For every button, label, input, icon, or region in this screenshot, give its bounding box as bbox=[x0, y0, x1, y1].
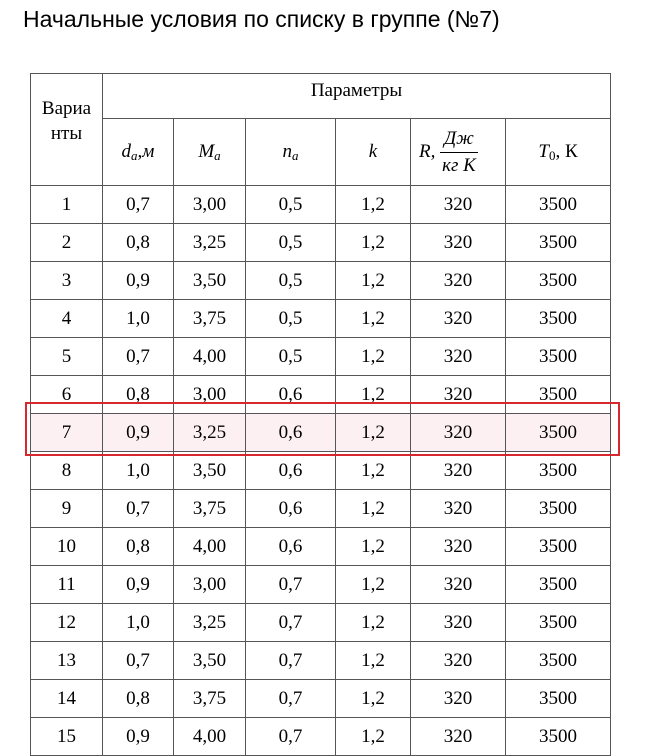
cell-variant: 11 bbox=[31, 566, 103, 604]
cell-R: 320 bbox=[411, 300, 506, 338]
table-row bbox=[31, 376, 611, 414]
table-header-row-1 bbox=[31, 74, 611, 119]
header-parameters: Параметры bbox=[103, 74, 611, 119]
table-row bbox=[31, 452, 611, 490]
cell-k: 1,2 bbox=[336, 604, 411, 642]
table-row bbox=[31, 186, 611, 224]
cell-M: 3,50 bbox=[174, 262, 246, 300]
cell-n: 0,7 bbox=[246, 718, 336, 756]
cell-d: 0,8 bbox=[103, 528, 174, 566]
table-row bbox=[31, 718, 611, 756]
cell-n: 0,5 bbox=[246, 186, 336, 224]
cell-n: 0,5 bbox=[246, 338, 336, 376]
cell-variant: 13 bbox=[31, 642, 103, 680]
cell-R: 320 bbox=[411, 528, 506, 566]
header-k bbox=[336, 119, 411, 186]
cell-variant: 1 bbox=[31, 186, 103, 224]
table-row bbox=[31, 338, 611, 376]
table-row bbox=[31, 642, 611, 680]
table-row bbox=[31, 414, 611, 452]
cell-k: 1,2 bbox=[336, 300, 411, 338]
cell-n: 0,6 bbox=[246, 490, 336, 528]
parameters-table bbox=[30, 73, 611, 756]
header-T bbox=[506, 119, 611, 186]
header-n-sub: a bbox=[292, 147, 299, 163]
cell-R: 320 bbox=[411, 680, 506, 718]
cell-d: 0,7 bbox=[103, 490, 174, 528]
cell-T: 3500 bbox=[506, 262, 611, 300]
cell-variant: 6 bbox=[31, 376, 103, 414]
cell-k: 1,2 bbox=[336, 566, 411, 604]
header-n bbox=[246, 119, 336, 186]
cell-variant: 15 bbox=[31, 718, 103, 756]
table-body bbox=[31, 186, 611, 756]
cell-k: 1,2 bbox=[336, 642, 411, 680]
cell-n: 0,5 bbox=[246, 224, 336, 262]
cell-n: 0,7 bbox=[246, 604, 336, 642]
cell-R: 320 bbox=[411, 376, 506, 414]
cell-n: 0,5 bbox=[246, 262, 336, 300]
cell-d: 1,0 bbox=[103, 452, 174, 490]
cell-R: 320 bbox=[411, 262, 506, 300]
cell-R: 320 bbox=[411, 414, 506, 452]
cell-M: 3,50 bbox=[174, 642, 246, 680]
cell-d: 0,9 bbox=[103, 566, 174, 604]
header-d bbox=[103, 119, 174, 186]
cell-k: 1,2 bbox=[336, 718, 411, 756]
cell-T: 3500 bbox=[506, 338, 611, 376]
cell-R: 320 bbox=[411, 566, 506, 604]
cell-R: 320 bbox=[411, 452, 506, 490]
cell-n: 0,6 bbox=[246, 376, 336, 414]
cell-d: 0,7 bbox=[103, 338, 174, 376]
cell-n: 0,7 bbox=[246, 566, 336, 604]
table-row bbox=[31, 604, 611, 642]
header-variants-line2: нты bbox=[50, 123, 83, 144]
cell-variant: 2 bbox=[31, 224, 103, 262]
cell-d: 1,0 bbox=[103, 300, 174, 338]
cell-variant: 10 bbox=[31, 528, 103, 566]
header-M bbox=[174, 119, 246, 186]
cell-variant: 14 bbox=[31, 680, 103, 718]
cell-k: 1,2 bbox=[336, 338, 411, 376]
header-M-main: M bbox=[198, 140, 215, 162]
cell-d: 0,9 bbox=[103, 262, 174, 300]
cell-M: 3,25 bbox=[174, 604, 246, 642]
cell-M: 3,00 bbox=[174, 186, 246, 224]
table-row bbox=[31, 680, 611, 718]
header-variants bbox=[31, 74, 103, 186]
cell-k: 1,2 bbox=[336, 452, 411, 490]
table-row bbox=[31, 528, 611, 566]
cell-variant: 9 bbox=[31, 490, 103, 528]
cell-k: 1,2 bbox=[336, 262, 411, 300]
cell-T: 3500 bbox=[506, 186, 611, 224]
cell-R: 320 bbox=[411, 490, 506, 528]
cell-T: 3500 bbox=[506, 376, 611, 414]
cell-k: 1,2 bbox=[336, 224, 411, 262]
cell-M: 4,00 bbox=[174, 718, 246, 756]
header-d-sub: a bbox=[131, 147, 138, 163]
cell-M: 3,75 bbox=[174, 300, 246, 338]
cell-d: 0,9 bbox=[103, 718, 174, 756]
cell-T: 3500 bbox=[506, 452, 611, 490]
header-R-main: R, bbox=[419, 140, 436, 162]
header-T-main: T bbox=[538, 140, 549, 162]
cell-M: 3,00 bbox=[174, 376, 246, 414]
cell-k: 1,2 bbox=[336, 490, 411, 528]
cell-T: 3500 bbox=[506, 528, 611, 566]
header-n-main: n bbox=[282, 140, 292, 162]
cell-d: 0,8 bbox=[103, 224, 174, 262]
cell-variant: 12 bbox=[31, 604, 103, 642]
cell-M: 3,00 bbox=[174, 566, 246, 604]
cell-T: 3500 bbox=[506, 566, 611, 604]
cell-d: 0,9 bbox=[103, 414, 174, 452]
cell-M: 3,75 bbox=[174, 680, 246, 718]
parameters-table-container bbox=[30, 73, 610, 747]
cell-T: 3500 bbox=[506, 414, 611, 452]
cell-d: 0,8 bbox=[103, 680, 174, 718]
header-T-sub: 0 bbox=[548, 147, 556, 163]
table-row bbox=[31, 490, 611, 528]
cell-variant: 3 bbox=[31, 262, 103, 300]
header-T-unit: , К bbox=[555, 140, 578, 162]
header-d-main: d bbox=[121, 140, 132, 162]
cell-M: 4,00 bbox=[174, 528, 246, 566]
cell-k: 1,2 bbox=[336, 414, 411, 452]
cell-M: 3,25 bbox=[174, 224, 246, 262]
table-row bbox=[31, 300, 611, 338]
cell-T: 3500 bbox=[506, 680, 611, 718]
header-M-sub: a bbox=[214, 147, 221, 163]
header-R bbox=[411, 119, 506, 186]
cell-k: 1,2 bbox=[336, 528, 411, 566]
cell-d: 0,7 bbox=[103, 186, 174, 224]
cell-variant: 8 bbox=[31, 452, 103, 490]
cell-T: 3500 bbox=[506, 490, 611, 528]
cell-M: 3,75 bbox=[174, 490, 246, 528]
cell-n: 0,5 bbox=[246, 300, 336, 338]
table-row bbox=[31, 262, 611, 300]
cell-R: 320 bbox=[411, 224, 506, 262]
cell-R: 320 bbox=[411, 186, 506, 224]
cell-T: 3500 bbox=[506, 224, 611, 262]
cell-n: 0,7 bbox=[246, 680, 336, 718]
cell-T: 3500 bbox=[506, 300, 611, 338]
table-header-row-2 bbox=[31, 119, 611, 186]
header-R-numerator: Дж bbox=[440, 126, 478, 153]
cell-R: 320 bbox=[411, 642, 506, 680]
table-row bbox=[31, 566, 611, 604]
cell-R: 320 bbox=[411, 718, 506, 756]
page-title: Начальные условия по списку в группе (№7) bbox=[23, 6, 500, 32]
cell-T: 3500 bbox=[506, 604, 611, 642]
cell-k: 1,2 bbox=[336, 376, 411, 414]
cell-n: 0,6 bbox=[246, 414, 336, 452]
cell-R: 320 bbox=[411, 338, 506, 376]
cell-k: 1,2 bbox=[336, 186, 411, 224]
header-k-main: k bbox=[368, 141, 378, 162]
cell-variant: 7 bbox=[31, 414, 103, 452]
header-variants-line1: Вариа bbox=[41, 98, 92, 119]
header-R-denominator: кг К bbox=[442, 154, 476, 176]
header-R-fraction bbox=[440, 126, 478, 179]
cell-variant: 4 bbox=[31, 300, 103, 338]
cell-n: 0,6 bbox=[246, 528, 336, 566]
cell-d: 0,8 bbox=[103, 376, 174, 414]
cell-n: 0,6 bbox=[246, 452, 336, 490]
table-row bbox=[31, 224, 611, 262]
cell-M: 4,00 bbox=[174, 338, 246, 376]
cell-M: 3,50 bbox=[174, 452, 246, 490]
cell-d: 1,0 bbox=[103, 604, 174, 642]
cell-variant: 5 bbox=[31, 338, 103, 376]
cell-R: 320 bbox=[411, 604, 506, 642]
cell-M: 3,25 bbox=[174, 414, 246, 452]
cell-T: 3500 bbox=[506, 642, 611, 680]
cell-d: 0,7 bbox=[103, 642, 174, 680]
header-d-unit: ,м bbox=[137, 140, 155, 162]
cell-n: 0,7 bbox=[246, 642, 336, 680]
cell-T: 3500 bbox=[506, 718, 611, 756]
cell-k: 1,2 bbox=[336, 680, 411, 718]
